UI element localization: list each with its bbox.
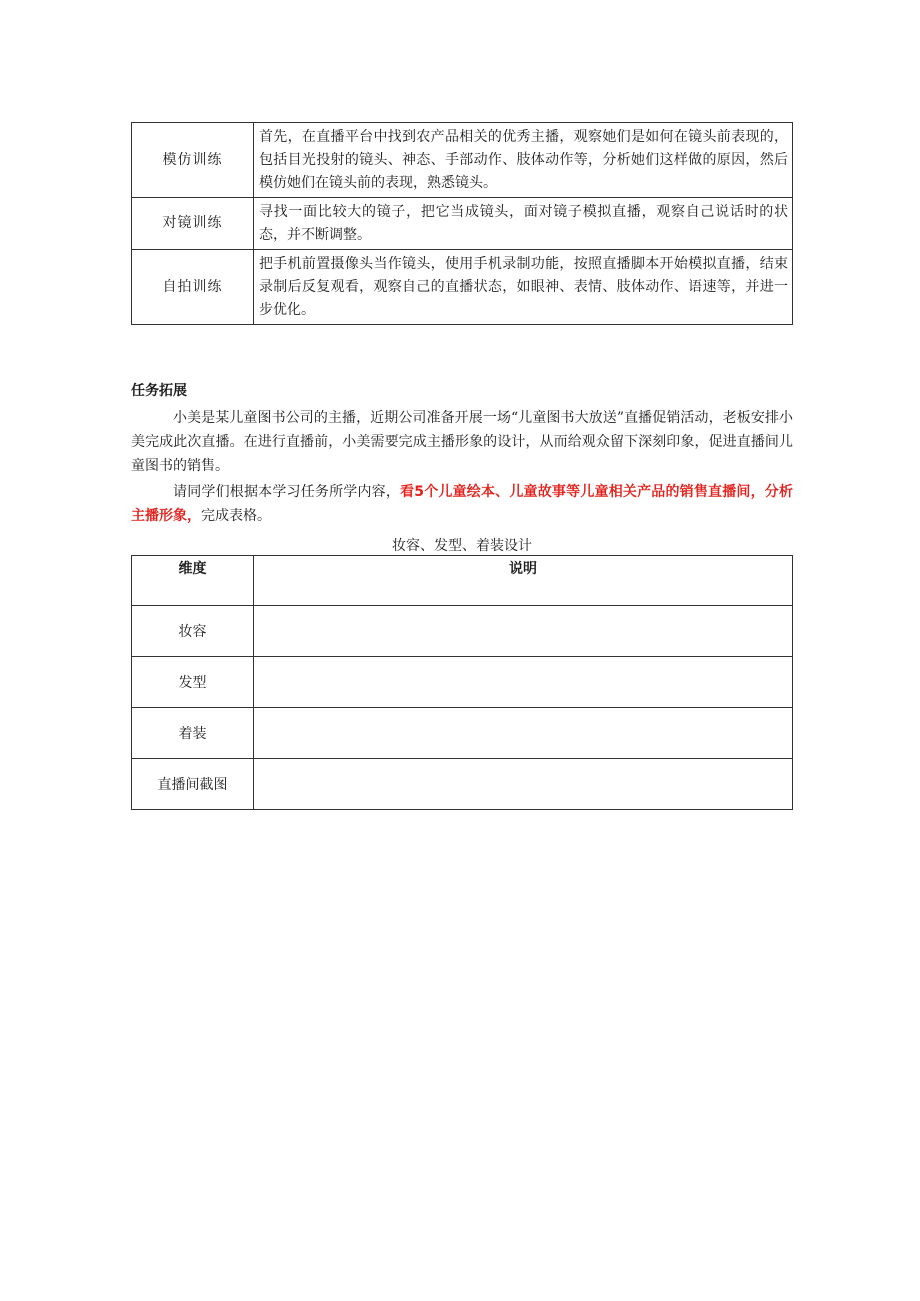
header-description: 说明 (254, 556, 793, 606)
table-caption: 妆容、发型、着装设计 (392, 538, 532, 554)
table-row (132, 606, 793, 657)
header-dimension: 维度 (132, 556, 254, 606)
training-table (131, 122, 793, 325)
training-label: 模仿训练 (132, 123, 254, 198)
table-row (132, 198, 793, 250)
instruction-highlight: 看5个儿童绘本、儿童故事等儿童相关产品的销售直播间，分析主播形象， (131, 484, 793, 524)
section-heading: 任务拓展 (131, 383, 187, 399)
training-description: 寻找一面比较大的镜子，把它当成镜头，面对镜子模拟直播，观察自己说话时的状态，并不断调整。 (254, 198, 793, 250)
instruction-paragraph (131, 480, 793, 528)
training-label: 自拍训练 (132, 250, 254, 325)
table-row (132, 123, 793, 198)
training-label: 对镜训练 (132, 198, 254, 250)
table-header-row (132, 556, 793, 606)
table-row (132, 759, 793, 810)
dimension-label: 直播间截图 (132, 759, 254, 810)
instruction-suffix: 完成表格。 (201, 508, 271, 524)
dimension-label: 着装 (132, 708, 254, 759)
task-paragraph: 小美是某儿童图书公司的主播，近期公司准备开展一场“儿童图书大放送”直播促销活动，老板安排小美完成此次直播。在进行直播前，小美需要完成主播形象的设计，从而给观众留下深刻印象，促进直播间儿童图书的销售。 (131, 410, 793, 474)
dimension-label: 妆容 (132, 606, 254, 657)
table-row (132, 657, 793, 708)
dimension-label: 发型 (132, 657, 254, 708)
dimension-value-cell[interactable] (254, 759, 793, 810)
table-row (132, 250, 793, 325)
training-description: 把手机前置摄像头当作镜头，使用手机录制功能，按照直播脚本开始模拟直播，结束录制后反复观看，观察自己的直播状态，如眼神、表情、肢体动作、语速等，并进一步优化。 (254, 250, 793, 325)
design-table (131, 555, 793, 810)
dimension-value-cell[interactable] (254, 708, 793, 759)
dimension-value-cell[interactable] (254, 606, 793, 657)
table-row (132, 708, 793, 759)
training-description: 首先，在直播平台中找到农产品相关的优秀主播，观察她们是如何在镜头前表现的，包括目光投射的镜头、神态、手部动作、肢体动作等，分析她们这样做的原因，然后模仿她们在镜头前的表现，熟悉镜头。 (254, 123, 793, 198)
instruction-prefix: 请同学们根据本学习任务所学内容， (173, 484, 401, 500)
dimension-value-cell[interactable] (254, 657, 793, 708)
